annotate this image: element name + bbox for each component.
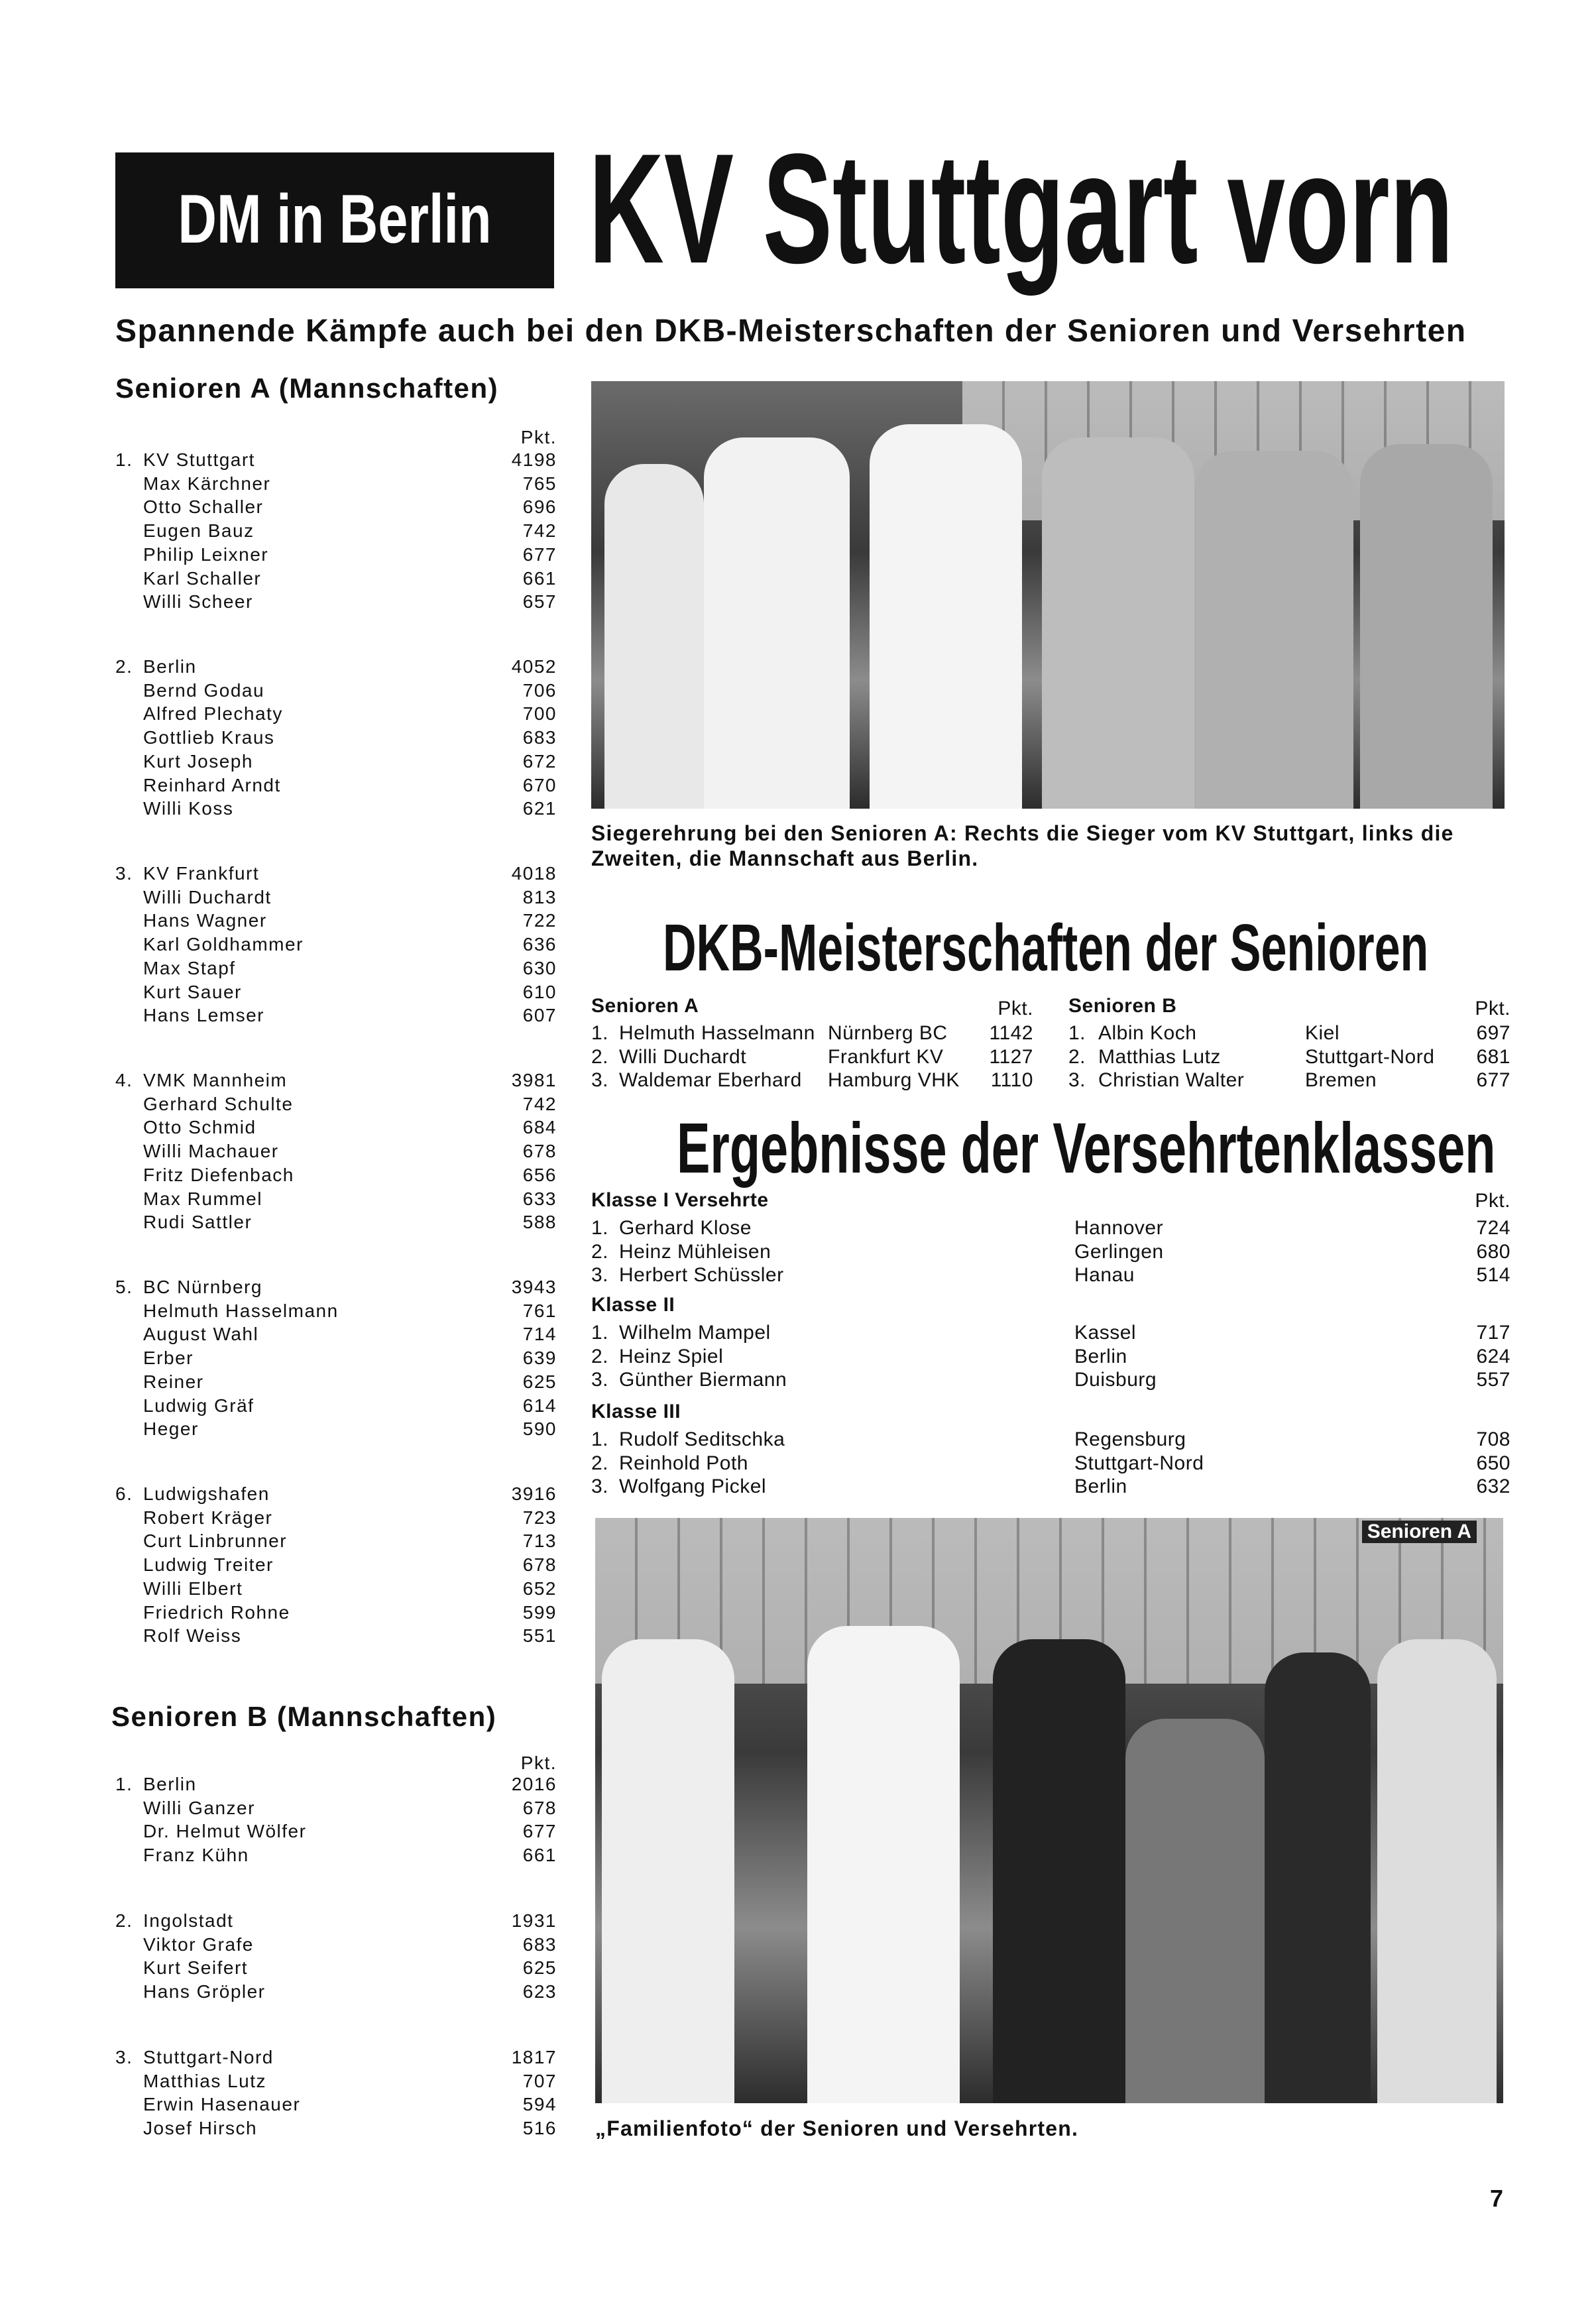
dkb-points: 677 <box>1476 1069 1510 1092</box>
dkb-rank: 3. <box>1068 1069 1086 1092</box>
player-points: 661 <box>522 1845 557 1866</box>
team-points: 3916 <box>511 1483 557 1504</box>
class-city: Duisburg <box>1074 1369 1157 1391</box>
team-row <box>0 1275 1596 1299</box>
class-name: Wolfgang Pickel <box>619 1475 767 1498</box>
player-points: 614 <box>522 1395 557 1416</box>
player-name: Hans Wagner <box>143 910 267 931</box>
class-rank: 2. <box>591 1452 609 1474</box>
class-name: Herbert Schüssler <box>619 1264 784 1287</box>
player-name: Karl Schaller <box>143 567 262 589</box>
photo-senioren-a-award <box>591 381 1505 809</box>
dkb-rank: 3. <box>591 1069 609 1092</box>
player-points: 607 <box>522 1005 557 1026</box>
dkb-a-pkt: Pkt. <box>997 998 1033 1019</box>
dkb-club: Frankfurt KV <box>828 1045 944 1068</box>
dkb-points: 681 <box>1476 1045 1510 1068</box>
player-name: Ludwig Gräf <box>143 1395 255 1416</box>
player-points: 625 <box>522 1957 557 1979</box>
pkt-label: Pkt. <box>520 1753 557 1773</box>
player-name: Willi Koss <box>143 798 234 819</box>
player-name: Philip Leixner <box>143 544 269 565</box>
class-name: Wilhelm Mampel <box>619 1322 771 1344</box>
player-name: Matthias Lutz <box>143 2070 267 2091</box>
team-points: 1817 <box>511 2047 557 2067</box>
player-name: Willi Ganzer <box>143 1797 255 1818</box>
player-points: 633 <box>522 1188 557 1209</box>
class-city: Berlin <box>1074 1475 1127 1498</box>
team-name: Ingolstadt <box>143 1910 234 1931</box>
player-name: Friedrich Rohne <box>143 1601 290 1623</box>
player-name: Erwin Hasenauer <box>143 2094 301 2115</box>
player-points: 765 <box>522 473 557 494</box>
player-points: 610 <box>522 981 557 1002</box>
player-points: 678 <box>522 1797 557 1818</box>
dkb-name: Christian Walter <box>1098 1069 1245 1092</box>
player-name: Fritz Diefenbach <box>143 1164 294 1185</box>
class-city: Hannover <box>1074 1217 1164 1239</box>
team-points: 3943 <box>511 1277 557 1297</box>
kicker: DM in Berlin <box>178 181 492 258</box>
dkb-a-label: Senioren A <box>591 995 699 1017</box>
player-row <box>0 1394 1596 1418</box>
player-name: Willi Scheer <box>143 591 253 612</box>
player-name: Reinhard Arndt <box>143 774 281 795</box>
class-name: Heinz Mühleisen <box>619 1240 771 1263</box>
player-points: 657 <box>522 591 557 612</box>
class-points: 680 <box>1476 1240 1510 1263</box>
player-points: 713 <box>522 1531 557 1552</box>
player-points: 590 <box>522 1418 557 1440</box>
senioren-b-teams-title: Senioren B (Mannschaften) <box>111 1701 497 1732</box>
player-points: 761 <box>522 1300 557 1321</box>
player-name: Rolf Weiss <box>143 1625 242 1647</box>
photo-sign: Senioren A <box>1362 1521 1477 1543</box>
player-points: 621 <box>522 798 557 819</box>
team-name: KV Frankfurt <box>143 863 260 884</box>
player-points: 594 <box>522 2094 557 2115</box>
player-points: 677 <box>522 1821 557 1842</box>
player-name: Bernd Godau <box>143 679 265 701</box>
class-label: Klasse II <box>591 1294 675 1316</box>
dkb-club: Kiel <box>1305 1022 1340 1044</box>
team-points: 1931 <box>511 1910 557 1931</box>
player-name: Helmuth Hasselmann <box>143 1300 339 1321</box>
player-points: 636 <box>522 934 557 955</box>
class-name: Reinhold Poth <box>619 1452 748 1474</box>
player-points: 684 <box>522 1117 557 1138</box>
player-name: Max Rummel <box>143 1188 262 1209</box>
player-name: Franz Kühn <box>143 1845 249 1866</box>
dkb-points: 697 <box>1476 1022 1510 1044</box>
team-rank: 2. <box>115 1910 133 1931</box>
player-name: Willi Machauer <box>143 1141 279 1162</box>
class-points: 724 <box>1476 1217 1510 1239</box>
versehrte-pkt: Pkt. <box>1475 1190 1510 1212</box>
class-rank: 1. <box>591 1217 609 1239</box>
player-points: 707 <box>522 2070 557 2091</box>
class-name: Rudolf Seditschka <box>619 1428 785 1450</box>
player-points: 742 <box>522 520 557 542</box>
class-city: Kassel <box>1074 1322 1137 1344</box>
pkt-label: Pkt. <box>520 427 557 447</box>
photo2-caption: „Familienfoto“ der Senioren und Versehrten. <box>595 2116 1079 2140</box>
player-name: Gerhard Schulte <box>143 1093 294 1114</box>
dkb-rank: 2. <box>591 1045 609 1068</box>
dkb-b-label: Senioren B <box>1068 995 1177 1017</box>
player-name: Hans Gröpler <box>143 1981 266 2002</box>
player-name: Eugen Bauz <box>143 520 255 542</box>
class-name: Heinz Spiel <box>619 1345 724 1367</box>
player-row <box>0 1417 1596 1441</box>
player-points: 678 <box>522 1141 557 1162</box>
player-points: 516 <box>522 2118 557 2139</box>
kicker-box <box>115 152 554 288</box>
player-name: Willi Elbert <box>143 1578 243 1599</box>
dkb-name: Matthias Lutz <box>1098 1045 1221 1068</box>
player-name: Max Stapf <box>143 957 236 978</box>
dkb-points: 1127 <box>989 1045 1033 1068</box>
class-city: Gerlingen <box>1074 1240 1164 1263</box>
dkb-rank: 1. <box>591 1022 609 1044</box>
player-points: 714 <box>522 1324 557 1345</box>
class-points: 650 <box>1476 1452 1510 1474</box>
team-name: Stuttgart-Nord <box>143 2047 274 2067</box>
dkb-rank: 2. <box>1068 1045 1086 1068</box>
dkb-title: DKB-Meisterschaften der Senioren <box>663 911 1429 985</box>
team-name: Berlin <box>143 1774 197 1794</box>
player-points: 652 <box>522 1578 557 1599</box>
player-points: 813 <box>522 886 557 907</box>
dkb-club: Nürnberg BC <box>828 1022 948 1044</box>
player-name: Hans Lemser <box>143 1005 265 1026</box>
player-row <box>0 1322 1596 1346</box>
player-points: 742 <box>522 1093 557 1114</box>
player-points: 672 <box>522 750 557 772</box>
player-name: Karl Goldhammer <box>143 934 304 955</box>
dkb-name: Waldemar Eberhard <box>619 1069 802 1092</box>
player-points: 722 <box>522 910 557 931</box>
class-rank: 3. <box>591 1475 609 1498</box>
player-points: 683 <box>522 727 557 748</box>
team-rank: 1. <box>115 449 133 470</box>
team-points: 4018 <box>511 863 557 884</box>
player-name: Alfred Plechaty <box>143 703 283 724</box>
class-rank: 3. <box>591 1369 609 1391</box>
player-name: Kurt Sauer <box>143 981 242 1002</box>
dkb-points: 1142 <box>989 1022 1033 1044</box>
team-name: Berlin <box>143 656 197 677</box>
class-points: 708 <box>1476 1428 1510 1450</box>
class-name: Günther Biermann <box>619 1369 787 1391</box>
class-label: Klasse III <box>591 1401 681 1422</box>
team-rank: 2. <box>115 656 133 677</box>
dkb-club: Stuttgart-Nord <box>1305 1045 1435 1068</box>
dkb-club: Hamburg VHK <box>828 1069 960 1092</box>
player-points: 599 <box>522 1601 557 1623</box>
player-name: Dr. Helmut Wölfer <box>143 1821 307 1842</box>
class-city: Berlin <box>1074 1345 1127 1367</box>
player-row <box>0 1299 1596 1323</box>
dkb-rank: 1. <box>1068 1022 1086 1044</box>
class-rank: 1. <box>591 1322 609 1344</box>
class-points: 632 <box>1476 1475 1510 1498</box>
team-rank: 1. <box>115 1774 133 1794</box>
player-name: Erber <box>143 1348 194 1369</box>
class-points: 514 <box>1476 1264 1510 1287</box>
headline <box>589 121 1511 296</box>
team-name: Ludwigshafen <box>143 1483 270 1504</box>
player-name: Willi Duchardt <box>143 886 272 907</box>
team-points: 4198 <box>511 449 557 470</box>
player-name: Gottlieb Kraus <box>143 727 275 748</box>
class-label: Klasse I Versehrte <box>591 1189 769 1211</box>
team-rank: 5. <box>115 1277 133 1297</box>
player-name: Curt Linbrunner <box>143 1531 288 1552</box>
dkb-name: Willi Duchardt <box>619 1045 747 1068</box>
dkb-name: Helmuth Hasselmann <box>619 1022 815 1044</box>
team-rank: 3. <box>115 863 133 884</box>
player-points: 625 <box>522 1371 557 1392</box>
headline-text: KV Stuttgart vorn <box>589 121 1454 296</box>
player-points: 683 <box>522 1934 557 1955</box>
player-name: Reiner <box>143 1371 204 1392</box>
player-name: August Wahl <box>143 1324 259 1345</box>
player-name: Josef Hirsch <box>143 2118 258 2139</box>
player-name: Otto Schaller <box>143 496 264 518</box>
player-name: Viktor Grafe <box>143 1934 254 1955</box>
player-points: 678 <box>522 1554 557 1576</box>
dkb-b-pkt: Pkt. <box>1475 998 1510 1019</box>
subtitle: Spannende Kämpfe auch bei den DKB-Meisterschaften der Senioren und Versehrten <box>115 314 1467 349</box>
class-points: 624 <box>1476 1345 1510 1367</box>
team-points: 3981 <box>511 1070 557 1090</box>
class-city: Hanau <box>1074 1264 1135 1287</box>
class-points: 557 <box>1476 1369 1510 1391</box>
player-row <box>0 1346 1596 1370</box>
player-name: Heger <box>143 1418 199 1440</box>
class-name: Gerhard Klose <box>619 1217 752 1239</box>
player-points: 677 <box>522 544 557 565</box>
player-name: Kurt Seifert <box>143 1957 249 1979</box>
player-points: 639 <box>522 1348 557 1369</box>
versehrte-title: Ergebnisse der Versehrtenklassen <box>677 1108 1496 1188</box>
player-points: 706 <box>522 679 557 701</box>
team-rank: 3. <box>115 2047 133 2067</box>
player-points: 656 <box>522 1164 557 1185</box>
player-row <box>0 1370 1596 1394</box>
player-row <box>0 886 1596 909</box>
player-points: 670 <box>522 774 557 795</box>
player-points: 623 <box>522 1981 557 2002</box>
team-points: 4052 <box>511 656 557 677</box>
class-rank: 3. <box>591 1264 609 1287</box>
dkb-points: 1110 <box>990 1069 1033 1092</box>
team-row <box>0 1482 1596 1506</box>
player-name: Otto Schmid <box>143 1117 256 1138</box>
class-rank: 1. <box>591 1428 609 1450</box>
player-name: Max Kärchner <box>143 473 271 494</box>
player-name: Kurt Joseph <box>143 750 253 772</box>
player-points: 661 <box>522 567 557 589</box>
player-points: 630 <box>522 957 557 978</box>
photo-family <box>595 1518 1503 2103</box>
class-city: Regensburg <box>1074 1428 1186 1450</box>
player-name: Rudi Sattler <box>143 1212 253 1233</box>
player-points: 551 <box>522 1625 557 1647</box>
dkb-club: Bremen <box>1305 1069 1377 1092</box>
dkb-name: Albin Koch <box>1098 1022 1197 1044</box>
class-city: Stuttgart-Nord <box>1074 1452 1204 1474</box>
player-row <box>0 1210 1596 1234</box>
team-name: KV Stuttgart <box>143 449 255 470</box>
player-row <box>0 1187 1596 1211</box>
class-points: 717 <box>1476 1322 1510 1344</box>
photo1-caption: Siegerehrung bei den Senioren A: Rechts die Sieger vom KV Stuttgart, links die Zweiten, die Mannschaft aus Berlin. <box>591 821 1454 870</box>
team-name: BC Nürnberg <box>143 1277 262 1297</box>
page-number: 7 <box>1490 2185 1504 2212</box>
player-points: 700 <box>522 703 557 724</box>
team-rank: 6. <box>115 1483 133 1504</box>
class-rank: 2. <box>591 1240 609 1263</box>
team-points: 2016 <box>511 1774 557 1794</box>
player-name: Robert Kräger <box>143 1507 273 1528</box>
team-name: VMK Mannheim <box>143 1070 288 1090</box>
player-points: 723 <box>522 1507 557 1528</box>
player-points: 696 <box>522 496 557 518</box>
player-name: Ludwig Treiter <box>143 1554 274 1576</box>
senioren-a-teams-title: Senioren A (Mannschaften) <box>115 373 499 404</box>
class-rank: 2. <box>591 1345 609 1367</box>
team-rank: 4. <box>115 1070 133 1090</box>
player-points: 588 <box>522 1212 557 1233</box>
